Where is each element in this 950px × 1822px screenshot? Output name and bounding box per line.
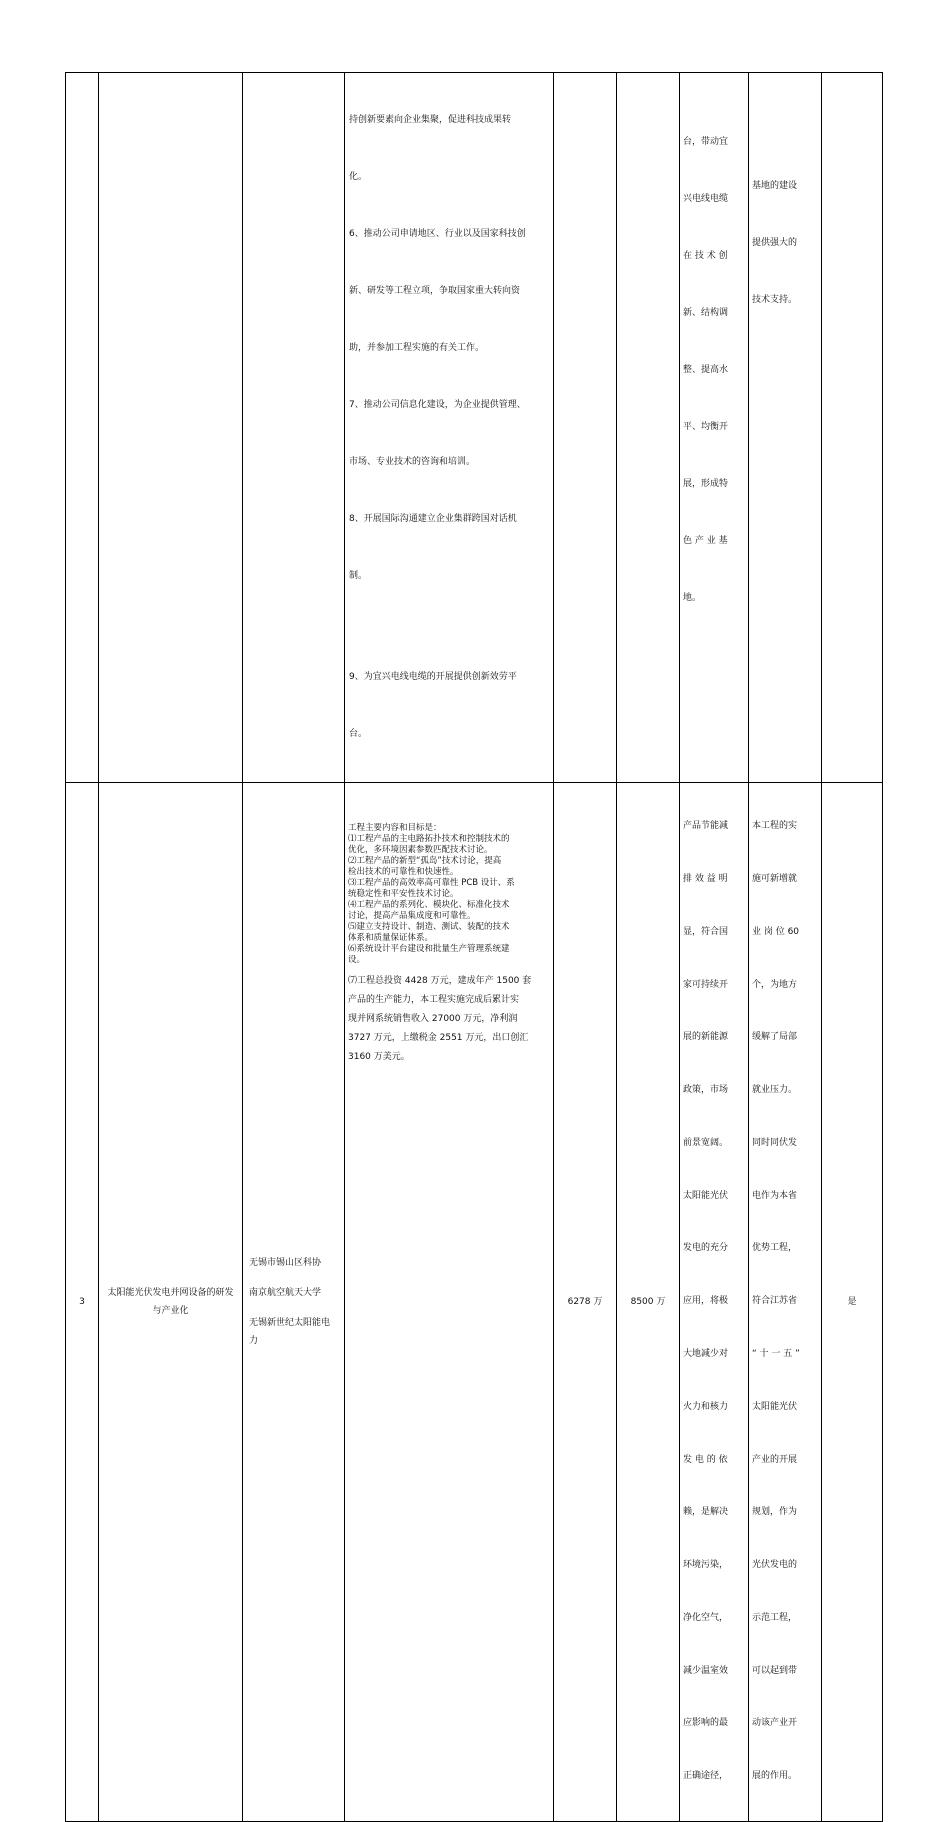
index-cell [66, 73, 99, 783]
content-text: 工程主要内容和目标是： ⑴工程产品的主电路拓扑技术和控制技术的 优化，多环境因素参数匹配技术讨论。 ⑵工程产品的新型“孤岛”技术讨论，提高 检出技术的可靠性和快速性。 ⑶工程产品的高效率高可靠性 PCB 设计、系 统稳定性和平安性技术讨论。 ⑷工程产品的系列化、模块化、标准化技术 讨论，提高产品集成度和可靠性。 ⑸建立支持设计、制造、测试、装配的技术 体系和质量保证体系。 ⑹系统设计平台建设和批量生产管理系统建 设。 ⑺工程总投资 4428 万元，建成年产 1500 套 产品的生产能力，本工程实施完成后累计实 现并网系统销售收入 27000 万元，净利润 3727 万元，上缴税金 2551 万元，出口创汇 3160 万美元。 [348, 823, 532, 1062]
project-name-cell [99, 73, 243, 783]
social-text: 本工程的实 施可新增就 业 岗 位 60 个，为地方 缓解了局部 就业压力。 同时同伏发 电作为本省 优势工程， 符合江苏省 “ 十 一 五 ” 太阳能光伏 产业的开展 规划，作为 光伏发电的 示范工程， 可以起到带 动该产业开 展的作用。 [752, 821, 800, 1782]
flag-cell [822, 73, 883, 783]
table-row [66, 73, 883, 783]
content-cell [345, 73, 554, 783]
social-benefit-cell [749, 783, 822, 1822]
sales-cell [617, 73, 680, 783]
benefit-text: 台，带动宜 兴电线电缆 在 技 术 创 新、结构调 整、提高水 平、均衡开 展，形成特 色 产 业 基 地。 [683, 137, 729, 603]
investment-cell [554, 73, 617, 783]
sales-cell: 8500 万 [617, 783, 680, 1822]
project-table [65, 72, 883, 1822]
economic-benefit-cell [680, 783, 749, 1822]
social-benefit-cell [749, 73, 822, 783]
flag-cell: 是 [822, 783, 883, 1822]
index-cell: 3 [66, 783, 99, 1822]
economic-benefit-cell [680, 73, 749, 783]
units-cell [243, 73, 345, 783]
project-name-cell: 太阳能光伏发电并网设备的研发与产业化 [99, 783, 243, 1822]
units-cell [243, 783, 345, 1822]
units-list: 无锡市锡山区科协 南京航空航天大学 无锡新世纪太阳能电力 [249, 1258, 331, 1347]
investment-cell: 6278 万 [554, 783, 617, 1822]
content-text: 持创新要素向企业集聚，促进科技成果转 化。 6、推动公司申请地区、行业以及国家科技创 新、研发等工程立项，争取国家重大转向资 助，并参加工程实施的有关工作。 7、推动公司信息化建设，为企业提供管理、 市场、专业技术的咨询和培训。 8、开展国际沟通建立企业集群跨国对话机 制。 9、为宜兴电线电缆的开展提供创新效劳平 台。 [349, 115, 526, 739]
benefit-text: 产品节能减 排 效 益 明 显，符合国 家可持续开 展的新能源 政策，市场 前景宽阔。 太阳能光伏 发电的充分 应用，将极 大地减少对 火力和核力 发 电 的 依 赖，是解决 环境污染， 净化空气， 减少温室效 应影响的最 正确途径， [683, 821, 729, 1782]
table-row [66, 783, 883, 1822]
social-text: 基地的建设 提供强大的 技术支持。 [752, 181, 798, 305]
content-cell [345, 783, 554, 1822]
